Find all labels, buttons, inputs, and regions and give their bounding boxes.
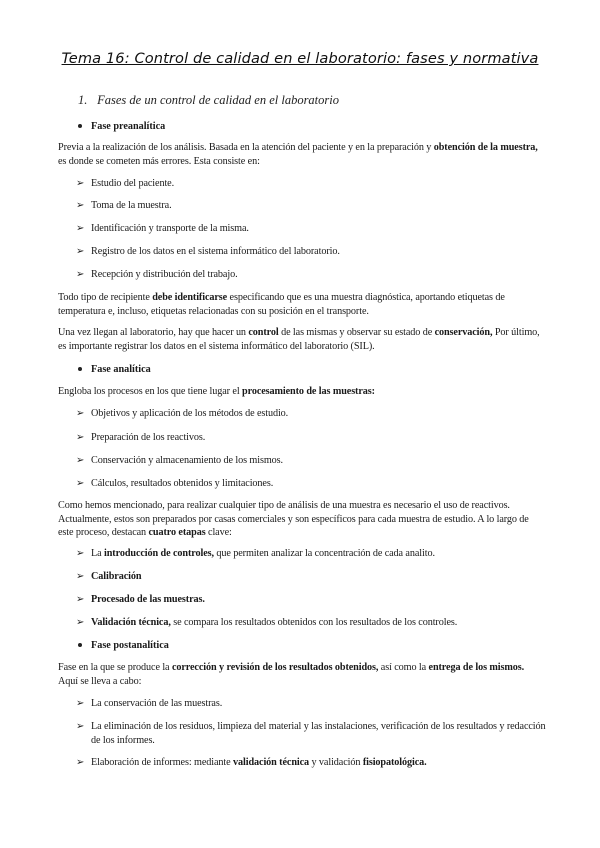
arrowhead-bullet-icon: ➢ <box>76 432 85 443</box>
preanalitica-intro: Previa a la realización de los análisis. Basada en la atención del paciente y en la preparación y obtención de la muestra, es donde se cometen más errores. Esta consiste en: <box>58 142 538 167</box>
arrowhead-bullet-icon: ➢ <box>76 594 85 605</box>
list-item: ➢ Recepción y distribución del trabajo. <box>76 269 238 280</box>
preanalitica-paragraph-control: Una vez llegan al laboratorio, hay que hacer un control de las mismas y observar su estado de conservación, Por último, es importante registrar los datos en el sistema informático del laboratorio (SIL). <box>58 327 540 352</box>
arrowhead-bullet-icon: ➢ <box>76 178 85 189</box>
arrowhead-bullet-icon: ➢ <box>76 455 85 466</box>
bullet-dot-icon <box>78 124 82 128</box>
list-item: ➢ Identificación y transporte de la misma. <box>76 223 249 234</box>
list-item: ➢ La eliminación de los residuos, limpieza del material y las instalaciones, verificación de los resultados y redacción de los informes. <box>76 721 546 746</box>
list-item: ➢ Conservación y almacenamiento de los mismos. <box>76 455 283 466</box>
preanalitica-heading: Fase preanalítica <box>78 121 165 132</box>
arrowhead-bullet-icon: ➢ <box>76 246 85 257</box>
section-title: Fases de un control de calidad en el laboratorio <box>97 93 339 107</box>
list-item: ➢ Estudio del paciente. <box>76 178 175 189</box>
preanalitica-paragraph-identification: Todo tipo de recipiente debe identificarse especificando que es una muestra diagnóstica, aportando etiquetas de temperatura e, incluso, etiquetas relacionadas con su posición en el transporte. <box>58 292 505 317</box>
arrowhead-bullet-icon: ➢ <box>76 408 85 419</box>
arrowhead-bullet-icon: ➢ <box>76 269 85 280</box>
arrowhead-bullet-icon: ➢ <box>76 548 85 559</box>
arrowhead-bullet-icon: ➢ <box>76 757 85 768</box>
section-heading <box>78 93 339 108</box>
list-item: ➢ Cálculos, resultados obtenidos y limitaciones. <box>76 478 274 489</box>
postanalitica-heading: Fase postanalítica <box>78 640 169 651</box>
analitica-paragraph-reactivos: Como hemos mencionado, para realizar cualquier tipo de análisis de una muestra es necesario el uso de reactivos. Actualmente, estos son preparados por casas comerciales y son específicos para cada muestra de estudio. A lo largo de este proceso, destacan cuatro etapas clave: <box>58 500 529 539</box>
document-title: Tema 16: Control de calidad en el laboratorio: fases y normativa <box>61 50 539 67</box>
step-item: ➢ Procesado de las muestras. <box>76 594 205 605</box>
bullet-dot-icon <box>78 643 82 647</box>
step-item: ➢ Calibración <box>76 571 142 582</box>
bullet-dot-icon <box>78 367 82 371</box>
list-item: ➢ Toma de la muestra. <box>76 200 172 211</box>
list-item: ➢ Objetivos y aplicación de los métodos de estudio. <box>76 408 289 419</box>
list-item: ➢ La conservación de las muestras. <box>76 698 223 709</box>
arrowhead-bullet-icon: ➢ <box>76 571 85 582</box>
list-item: ➢ Preparación de los reactivos. <box>76 432 206 443</box>
arrowhead-bullet-icon: ➢ <box>76 721 85 732</box>
list-item: ➢ Registro de los datos en el sistema informático del laboratorio. <box>76 246 340 257</box>
analitica-intro: Engloba los procesos en los que tiene lugar el procesamiento de las muestras: <box>58 386 375 397</box>
step-item: ➢ Validación técnica, se compara los resultados obtenidos con los resultados de los controles. <box>76 617 458 628</box>
arrowhead-bullet-icon: ➢ <box>76 200 85 211</box>
section-number: 1. <box>78 93 88 107</box>
analitica-heading: Fase analítica <box>78 364 151 375</box>
postanalitica-intro: Fase en la que se produce la corrección y revisión de los resultados obtenidos, así como la entrega de los mismos. Aquí se lleva a cabo: <box>58 662 525 687</box>
step-item: ➢ La introducción de controles, que permiten analizar la concentración de cada analito. <box>76 548 435 559</box>
arrowhead-bullet-icon: ➢ <box>76 478 85 489</box>
arrowhead-bullet-icon: ➢ <box>76 223 85 234</box>
arrowhead-bullet-icon: ➢ <box>76 617 85 628</box>
arrowhead-bullet-icon: ➢ <box>76 698 85 709</box>
list-item: ➢ Elaboración de informes: mediante validación técnica y validación fisiopatológica. <box>76 757 427 768</box>
